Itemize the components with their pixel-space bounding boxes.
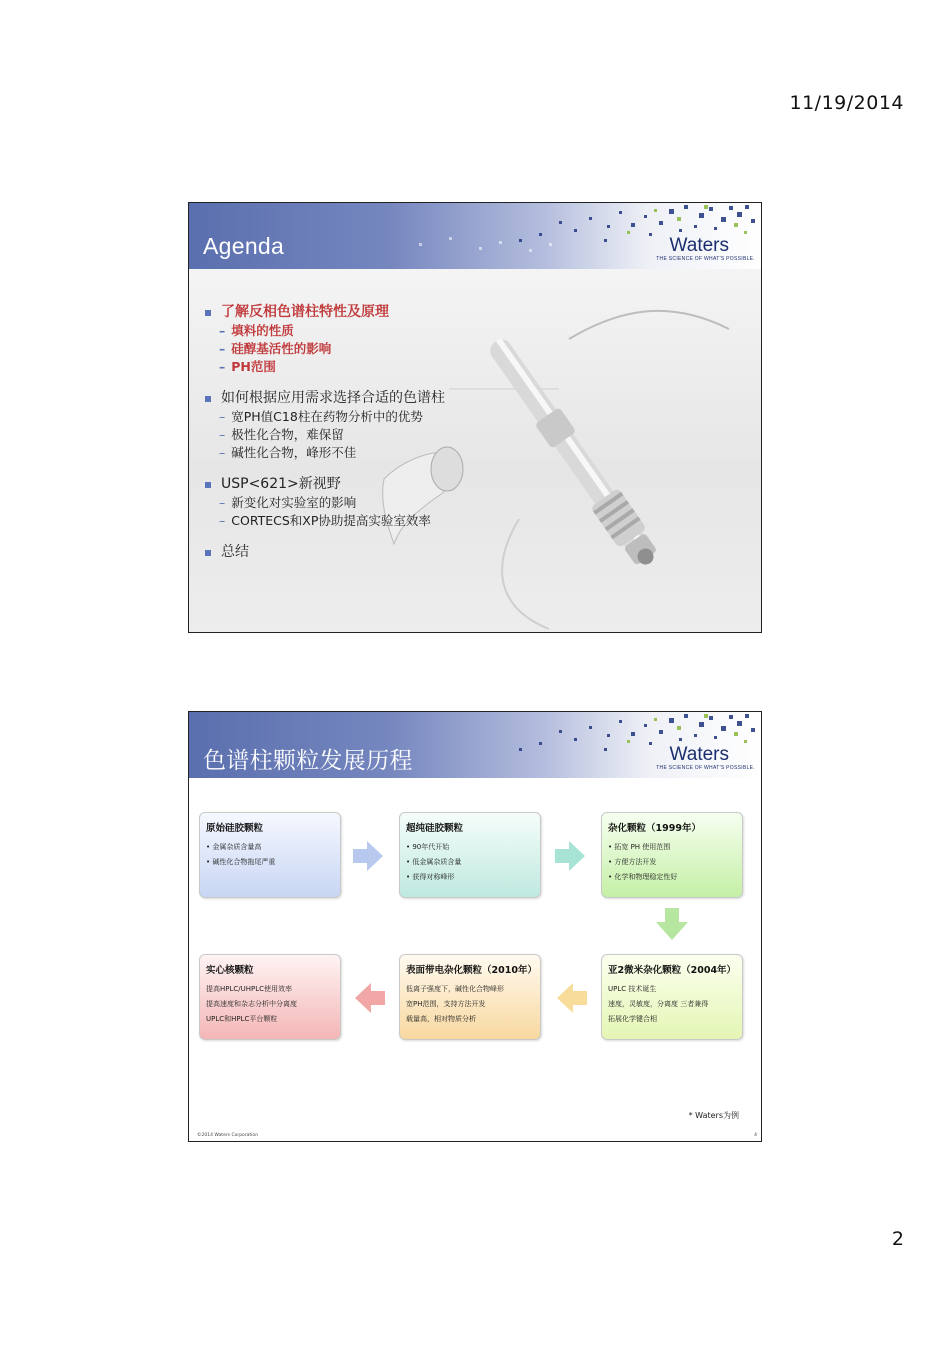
timeline-box: 超纯硅胶颗粒 • 90年代开始 • 低金属杂质含量 • 获得对称峰形 — [399, 812, 541, 898]
bullet-square-icon — [205, 550, 211, 556]
footnote: * Waters为例 — [688, 1111, 739, 1120]
agenda-subitem: – 极性化合物，难保留 — [219, 427, 344, 442]
bullet-square-icon — [205, 310, 211, 316]
waters-logo — [656, 745, 755, 771]
arrow-left-icon — [355, 983, 385, 1013]
logo-word: Waters — [669, 235, 729, 256]
agenda-item: 如何根据应用需求选择合适的色谱柱 — [203, 389, 743, 408]
page-date: 11/19/2014 — [789, 92, 904, 114]
logo-tagline: THE SCIENCE OF WHAT'S POSSIBLE. — [656, 256, 755, 262]
agenda-group — [203, 389, 743, 462]
waters-logo — [656, 236, 755, 262]
agenda-item: 总结 — [203, 543, 743, 562]
timeline-box: 亚2微米杂化颗粒（2004年） UPLC 技术诞生 速度，灵敏度，分离度 三者兼得 拓展化学键合相 — [601, 954, 743, 1040]
slide-title: Agenda — [203, 233, 285, 259]
arrow-right-icon — [353, 841, 383, 871]
arrow-right-icon — [555, 841, 585, 871]
agenda-subitem: – CORTECS和XP协助提高实验室效率 — [219, 513, 431, 528]
timeline-box: 表面带电杂化颗粒（2010年） 低离子强度下，碱性化合物峰形 宽PH范围，支持方法开发 载量高，相对物质分析 — [399, 954, 541, 1040]
agenda-subitem: – PH范围 — [219, 359, 276, 374]
agenda-list — [203, 303, 743, 575]
agenda-group — [203, 303, 743, 376]
timeline-box: 实心核颗粒 提高HPLC/UHPLC使用效率 提高速度和杂志分析中分离度 UPLC和HPLC平台颗粒 — [199, 954, 341, 1040]
agenda-group — [203, 543, 743, 562]
slide-number: 4 — [754, 1133, 757, 1138]
timeline-box: 杂化颗粒（1999年） • 拓宽 PH 使用范围 • 方便方法开发 • 化学和物理稳定性好 — [601, 812, 743, 898]
timeline-box: 原始硅胶颗粒 • 金属杂质含量高 • 碱性化合物拖尾严重 — [199, 812, 341, 898]
slide-header — [189, 203, 761, 269]
arrow-left-icon — [557, 983, 587, 1013]
slide-agenda — [188, 202, 762, 633]
bullet-square-icon — [205, 482, 211, 488]
agenda-group — [203, 475, 743, 530]
slide-particle-history — [188, 711, 762, 1142]
arrow-down-icon — [656, 908, 688, 940]
agenda-subitem: – 硅醇基活性的影响 — [219, 341, 332, 356]
agenda-item: 了解反相色谱柱特性及原理 — [203, 303, 743, 322]
slide-header — [189, 712, 761, 778]
bullet-square-icon — [205, 396, 211, 402]
slide-body — [189, 269, 761, 632]
slide-body — [189, 778, 761, 1141]
agenda-subitem: – 填料的性质 — [219, 323, 294, 338]
logo-tagline: THE SCIENCE OF WHAT'S POSSIBLE. — [656, 765, 755, 771]
agenda-subitem: – 新变化对实验室的影响 — [219, 495, 357, 510]
agenda-subitem: – 宽PH值C18柱在药物分析中的优势 — [219, 409, 423, 424]
logo-word: Waters — [669, 744, 729, 765]
agenda-item: USP<621>新视野 — [203, 475, 743, 494]
copyright: ©2014 Waters Corporation — [197, 1133, 259, 1138]
agenda-subitem: – 碱性化合物，峰形不佳 — [219, 445, 357, 460]
page-number: 2 — [891, 1228, 904, 1250]
slide-title: 色谱柱颗粒发展历程 — [203, 747, 413, 773]
